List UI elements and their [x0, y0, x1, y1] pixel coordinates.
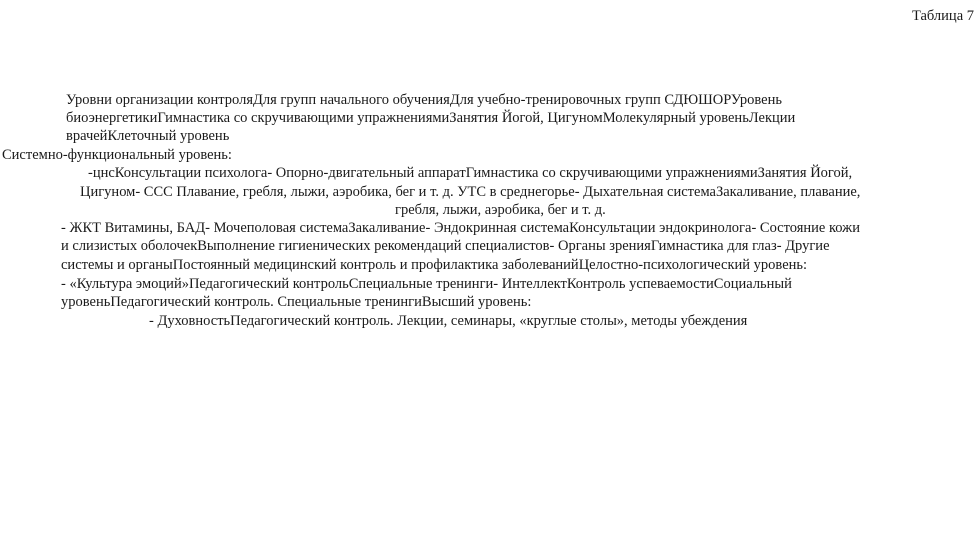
text-line: -цнсКонсультации психолога- Опорно-двигательный аппаратГимнастика со скручивающими упражнениямиЗанятия Йогой,: [88, 165, 853, 181]
text-line: - «Культура эмоций»Педагогический контрольСпециальные тренинги- ИнтеллектКонтроль успеваемостиСоциальный: [61, 276, 792, 292]
text-line: биоэнергетикиГимнастика со скручивающими упражнениямиЗанятия Йогой, ЦигуномМолекулярный уровеньЛекции: [66, 110, 796, 126]
text-line: и слизистых оболочекВыполнение гигиенических рекомендаций специалистов- Органы зренияГимнастика для глаз- Другие: [61, 238, 830, 254]
text-line: гребля, лыжи, аэробика, бег и т. д.: [395, 202, 606, 218]
text-line: системы и органыПостоянный медицинский контроль и профилактика заболеванийЦелостно-психологический уровень:: [61, 257, 808, 273]
text-line: Цигуном- ССС Плавание, гребля, лыжи, аэробика, бег и т. д. УТС в среднегорье- Дыхательная системаЗакаливание, плавание,: [80, 184, 861, 200]
section-heading: Системно-функциональный уровень:: [2, 147, 232, 163]
text-line: - ДуховностьПедагогический контроль. Лекции, семинары, «круглые столы», методы убеждения: [149, 313, 748, 329]
text-line: уровеньПедагогический контроль. Специальные тренингиВысший уровень:: [61, 294, 532, 310]
text-line: врачейКлеточный уровень: [66, 128, 230, 144]
text-line: - ЖКТ Витамины, БАД- Мочеполовая системаЗакаливание- Эндокринная системаКонсультации эндокринолога- Состояние кожи: [61, 220, 860, 236]
text-line: Уровни организации контроляДля групп начального обученияДля учебно-тренировочных групп СДЮШОРУровень: [66, 92, 782, 108]
table-caption: Таблица 7: [911, 8, 974, 24]
